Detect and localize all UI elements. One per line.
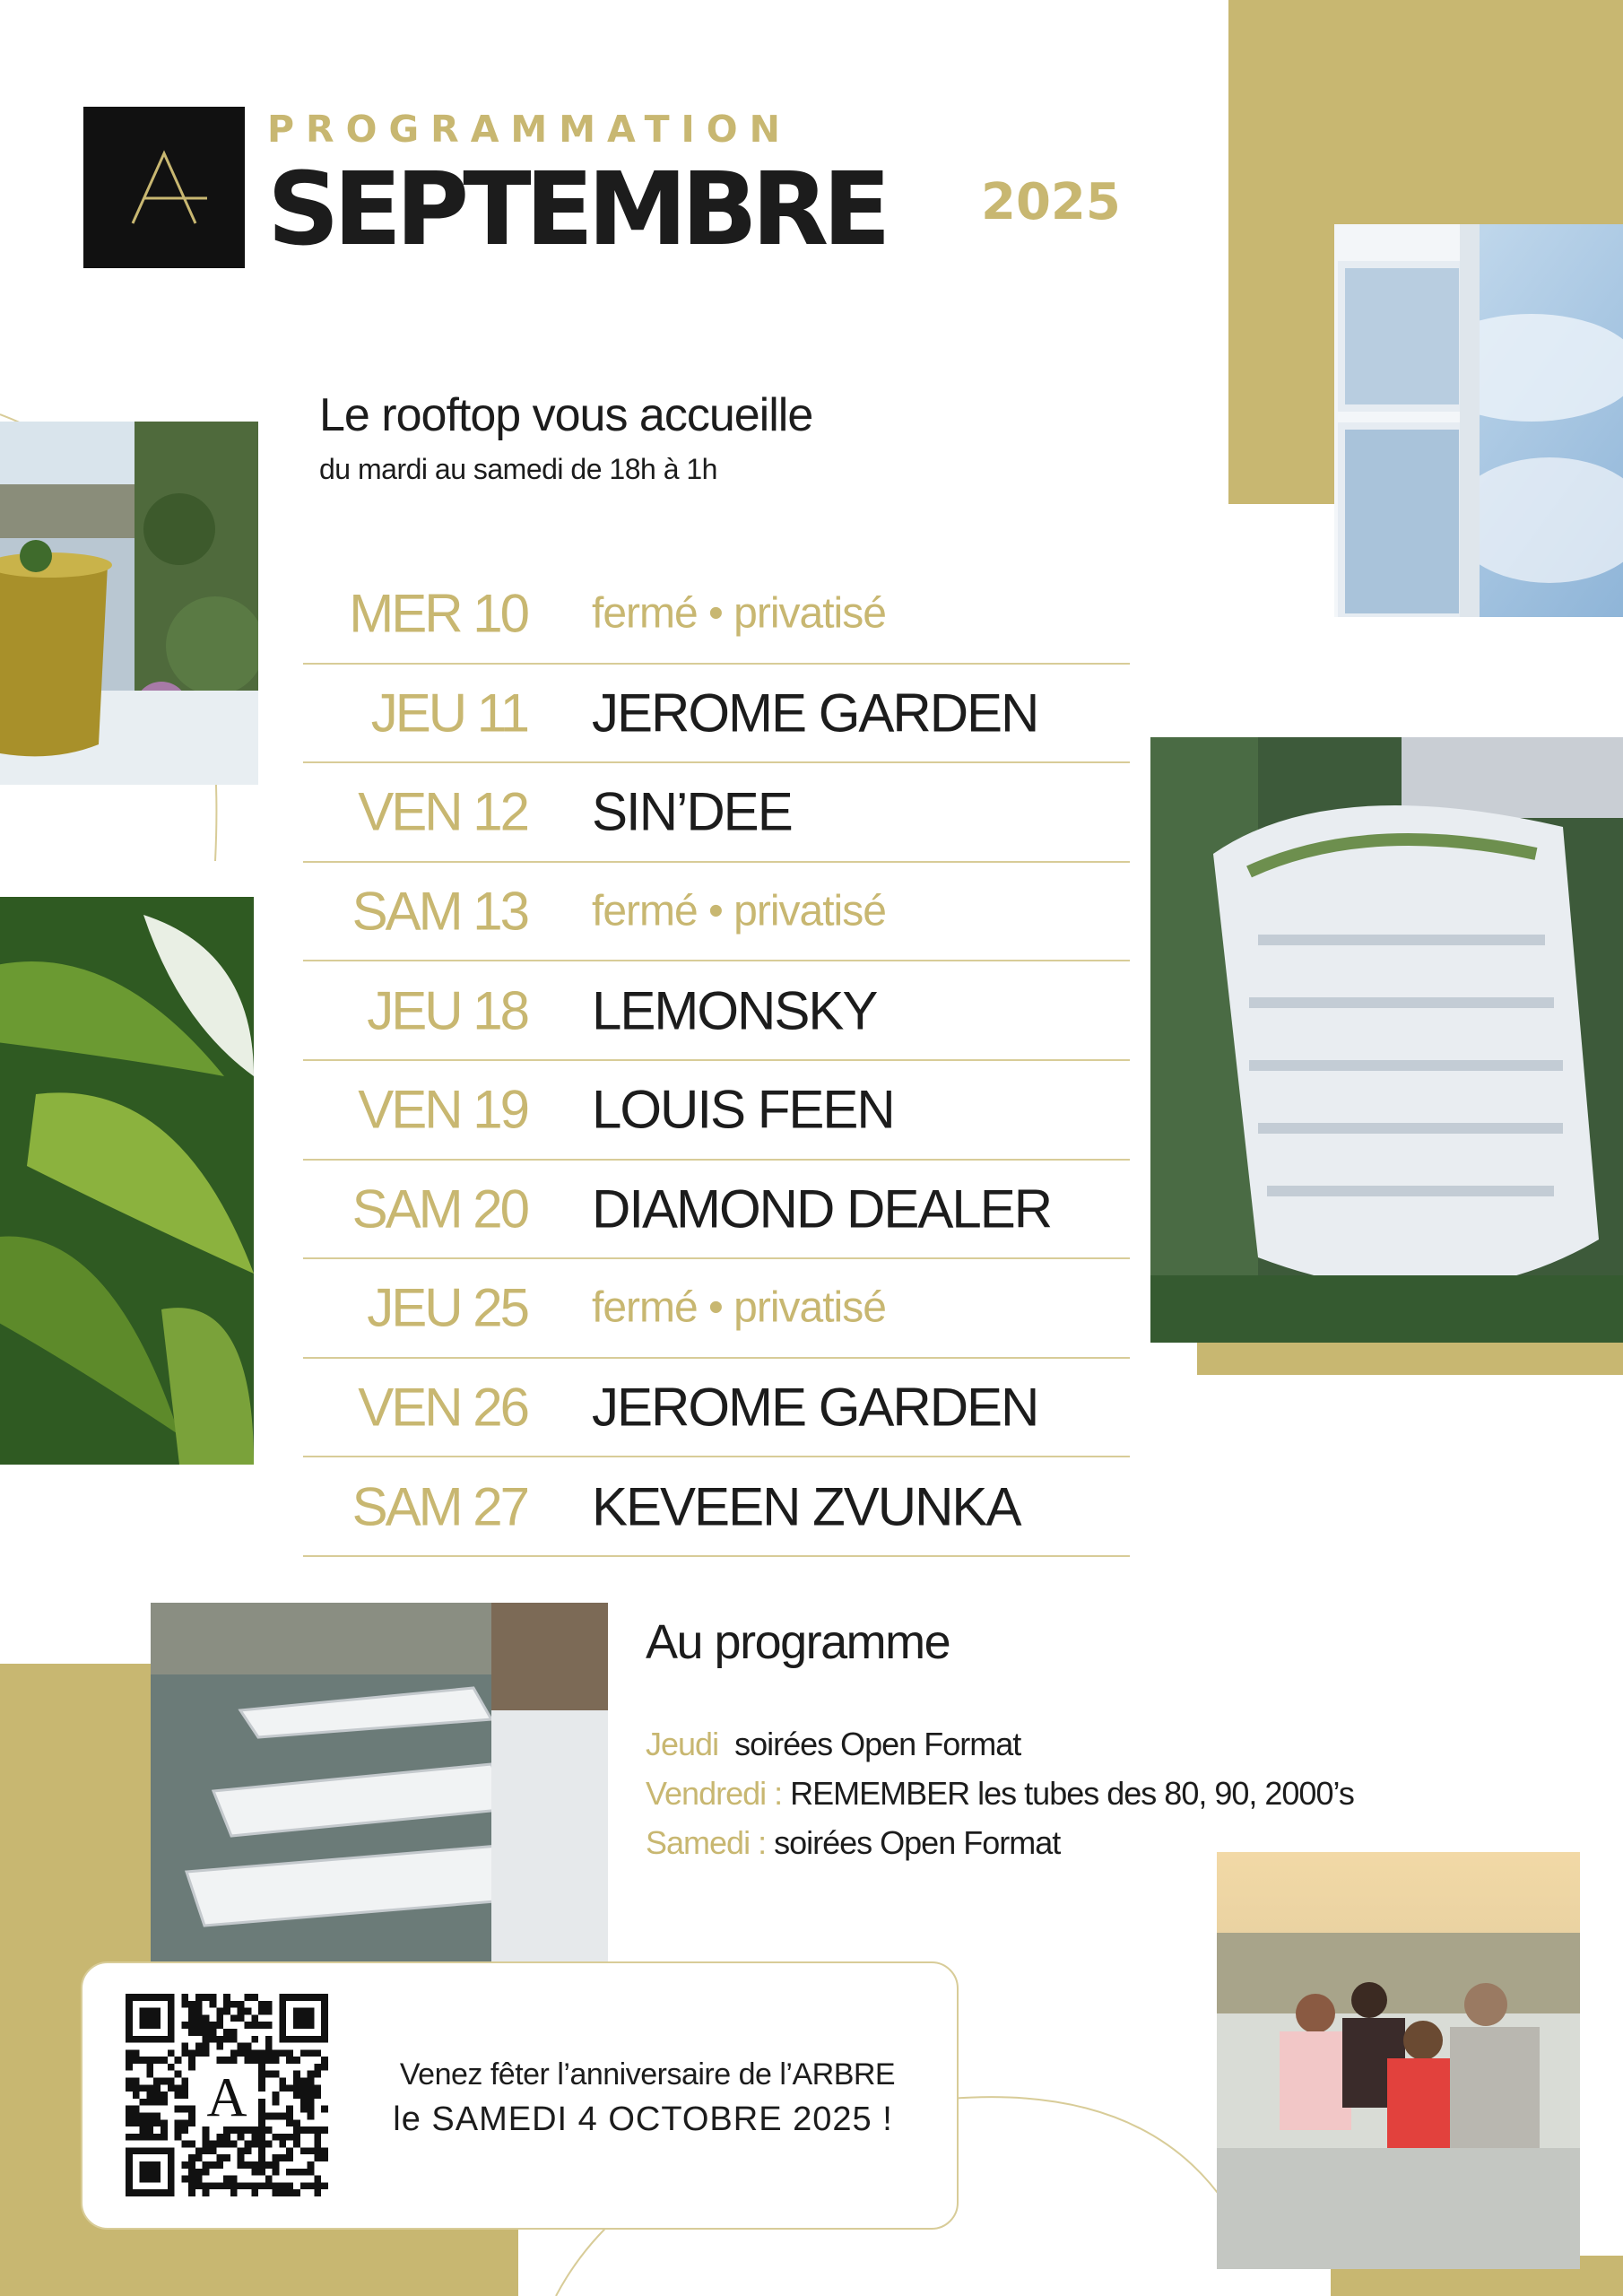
schedule-artist: DIAMOND DEALER xyxy=(592,1178,1052,1239)
gold-strip-bottom-left xyxy=(151,2224,518,2296)
invite-line-1: Venez fêter l’anniversaire de l’ARBRE xyxy=(399,2057,896,2092)
programme-item xyxy=(646,1775,1354,1813)
photo-cocktail xyxy=(0,422,258,785)
invite-line-2: le SAMEDI 4 OCTOBRE 2025 ! xyxy=(393,2100,893,2138)
opening-hours: du mardi au samedi de 18h à 1h xyxy=(319,453,717,485)
schedule-day: JEU 18 xyxy=(367,980,527,1041)
schedule-row xyxy=(303,665,1130,764)
schedule-row xyxy=(303,863,1130,962)
programme-day: Samedi : xyxy=(646,1824,767,1861)
schedule-row xyxy=(303,1457,1130,1557)
schedule-row xyxy=(303,1359,1130,1458)
schedule-row xyxy=(303,961,1130,1061)
schedule-row xyxy=(303,1061,1130,1161)
photo-window-sky xyxy=(1334,224,1623,617)
programme-item xyxy=(646,1824,1060,1862)
photo-palm-leaves xyxy=(0,897,254,1465)
schedule-artist: JEROME GARDEN xyxy=(592,683,1038,744)
programme-day: Vendredi : xyxy=(646,1775,783,1812)
schedule-closed: fermé • privatisé xyxy=(592,589,886,638)
event-schedule xyxy=(303,565,1130,1557)
schedule-day: VEN 12 xyxy=(358,781,527,842)
month-title: SEPTEMBRE xyxy=(267,152,885,268)
schedule-row xyxy=(303,763,1130,863)
schedule-artist: JEROME GARDEN xyxy=(592,1377,1038,1438)
schedule-artist: LOUIS FEEN xyxy=(592,1079,894,1140)
photo-terrace-canopies xyxy=(151,1603,608,1961)
schedule-day: JEU 25 xyxy=(367,1277,527,1338)
schedule-artist: KEVEEN ZVUNKA xyxy=(592,1476,1020,1537)
schedule-day: SAM 27 xyxy=(352,1476,527,1537)
logo-mark-icon xyxy=(110,134,218,241)
qr-logo-letter: A xyxy=(206,2066,247,2129)
schedule-day: MER 10 xyxy=(349,583,527,644)
schedule-row xyxy=(303,1259,1130,1359)
schedule-day: JEU 11 xyxy=(370,683,527,744)
schedule-day: VEN 19 xyxy=(358,1079,527,1140)
qr-code-icon[interactable] xyxy=(126,1994,328,2196)
schedule-artist: SIN’DEE xyxy=(592,781,792,842)
intro-title: Le rooftop vous accueille xyxy=(319,389,813,441)
photo-people-terrace-sunset xyxy=(1217,1852,1580,2269)
schedule-day: SAM 13 xyxy=(352,881,527,942)
programme-desc: soirées Open Format xyxy=(734,1726,1021,1762)
programme-item xyxy=(646,1726,1020,1763)
schedule-artist: LEMONSKY xyxy=(592,980,877,1041)
programme-title: Au programme xyxy=(646,1615,950,1669)
programme-day: Jeudi xyxy=(646,1726,719,1762)
schedule-row xyxy=(303,1161,1130,1260)
brand-logo xyxy=(83,107,245,268)
programme-desc: REMEMBER les tubes des 80, 90, 2000’s xyxy=(790,1775,1354,1812)
programmation-label: PROGRAMMATION xyxy=(267,108,792,151)
schedule-closed: fermé • privatisé xyxy=(592,1283,886,1332)
photo-tree-building-aerial xyxy=(1150,737,1623,1343)
schedule-day: VEN 26 xyxy=(358,1377,527,1438)
programme-desc: soirées Open Format xyxy=(774,1824,1061,1861)
schedule-closed: fermé • privatisé xyxy=(592,887,886,935)
anniversary-invite-card xyxy=(81,1961,959,2230)
schedule-day: SAM 20 xyxy=(352,1178,527,1239)
year-label: 2025 xyxy=(981,173,1121,231)
gold-strip-mid-right xyxy=(1197,1341,1623,1375)
schedule-row xyxy=(303,565,1130,665)
